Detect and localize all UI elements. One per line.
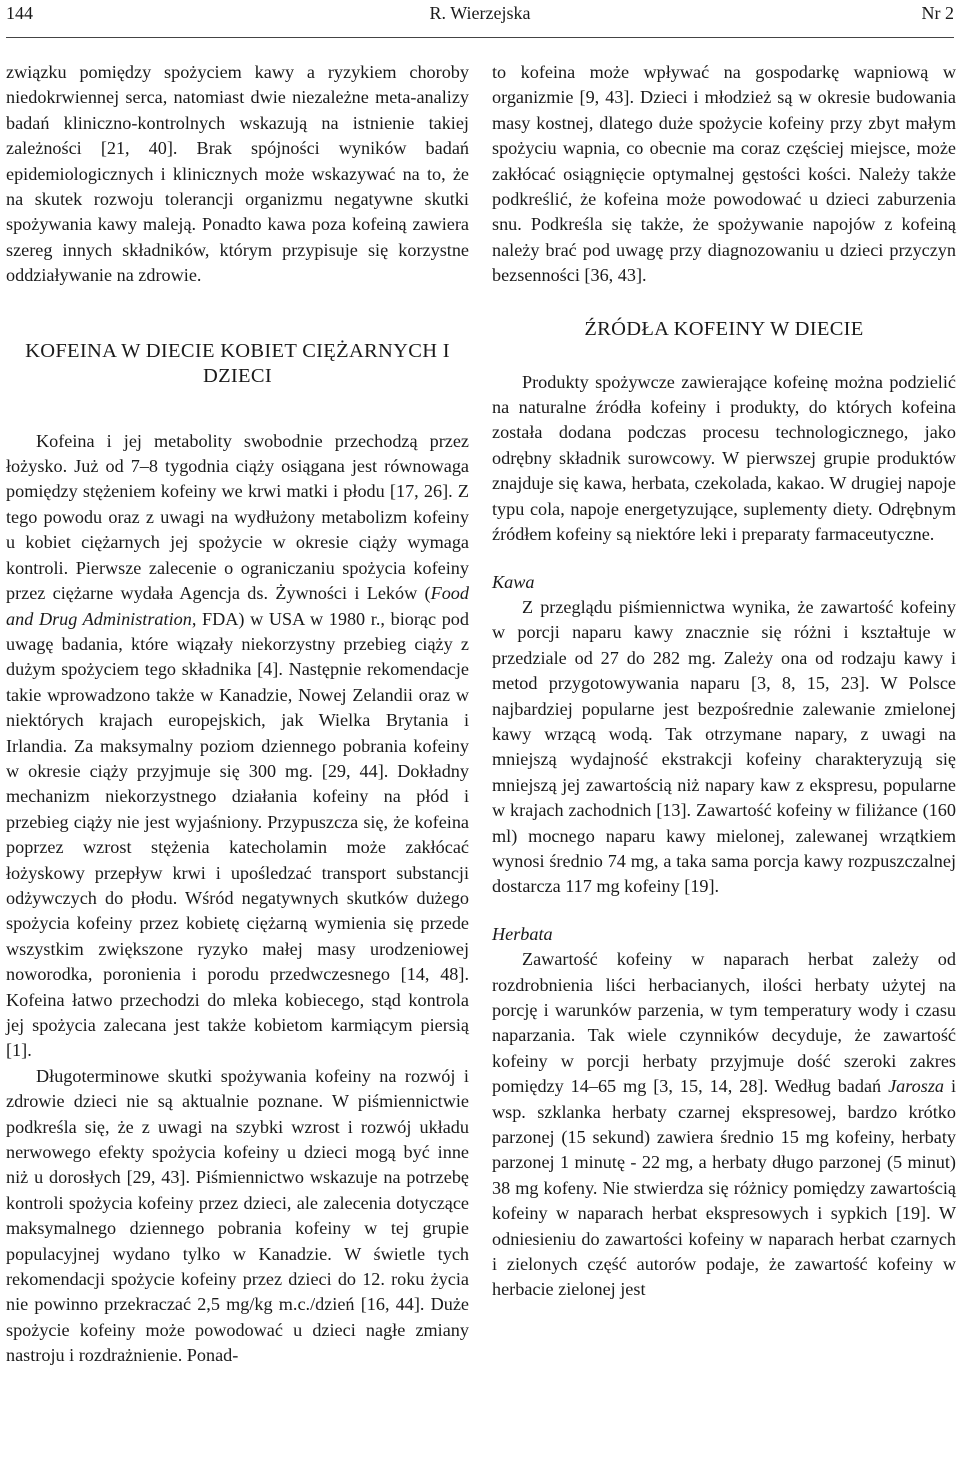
running-author: R. Wierzejska: [429, 3, 531, 23]
paragraph-pregnancy: [6, 429, 469, 1064]
running-header: [6, 0, 954, 34]
italic-author: Jarosza: [888, 1076, 944, 1097]
paragraph-herbata: [492, 947, 956, 1303]
subheading-kawa: Kawa: [492, 571, 535, 592]
header-rule: [6, 37, 954, 38]
paragraph-continued: związku pomiędzy spożyciem kawy a ryzykiem choroby niedokrwiennej serca, natomiast dwie niezależne meta-analizy badań kliniczno-kontrolnych wskazują na istnienie takiej zależności [21, 40]. Brak spójności wyników badań epidemiologicznych i klinicznych może wskazywać na to, że na skutek rozwoju tolerancji organizmu negatywne skutki spożywania kawy maleją. Ponadto kawa poza kofeiną zawiera szereg innych składników, którym przypisuje się korzystne oddziaływanie na zdrowie.: [6, 62, 469, 286]
text-run: , FDA) w USA w 1980 r., biorąc pod uwagę badania, które wiązały niekorzystny przebieg ciąży z dużym spożyciem tego składnika [4]. Następnie rekomendacje takie wprowadzono także w Kanadzie, Nowej Zelandii oraz w niektórych krajach europejskich, jak Wielka Brytania i Irlandia. Za maksymalny poziom dziennego pobrania kofeiny w okresie ciąży przyjmuje się 300 mg. [29, 44]. Dokładny mechanizm niekorzystnego działania kofeiny na płód i przebieg ciąży nie jest wyjaśniony. Przypuszcza się, że kofeina poprzez wzrost stężenia katecholamin może zakłócać łożyskowy przepływ krwi i upośledzać transport substancji odżywczych do płodu. Wśród negatywnych skutków dużego spożycia kofeiny przez kobietę ciężarną wymienia się przede wszystkim zwiększone ryzyko małej masy urodzeniowej noworodka, poronienia i porodu przedwczesnego [14, 48]. Kofeina łatwo przechodzi do mleka kobiecego, stąd kontrola jej spożycia zalecana jest także kobietom karmiącym piersią [1].: [6, 608, 469, 1061]
paragraph-kawa: Z przeglądu piśmiennictwa wynika, że zawartość kofeiny w porcji naparu kawy znacznie się różni i kształtuje w przedziale od 27 do 282 mg. Zależy ona od rodzaju kawy i metod przygotowywania naparu [3, 8, 15, 23]. W Polsce najbardziej popularne jest bezpośrednie zalewanie zmielonej kawy wrzącą wodą. Tak otrzymane napary, z uwagi na mniejszą wydajność ekstrakcji kofeiny charakteryzują się mniejszą jej zawartością niż napary kaw z ekspresu, popularne w krajach zachodnich [13]. Zawartość kofeiny w filiżance (160 ml) mocnego naparu kawy mielonej, zalewanej wrzątkiem wynosi średnio 74 mg, a taka sama porcja kawy rozpuszczalnej dostarcza 117 mg kofeiny [19].: [492, 596, 956, 897]
section-heading-sources: ŹRÓDŁA KOFEINY W DIECIE: [584, 317, 864, 340]
issue-number: Nr 2: [921, 3, 954, 23]
section-heading-pregnancy-children: KOFEINA W DIECIE KOBIET CIĘŻARNYCH I DZIECI: [25, 339, 450, 387]
paragraph-continued-right: to kofeina może wpływać na gospodarkę wapniową w organizmie [9, 43]. Dzieci i młodzież są w okresie budowania masy kostnej, dlatego duże spożycie kofeiny przy zbyt małym spożyciu wapnia, co obecnie ma coraz częściej miejsce, może zakłócać osiągnięcie optymalnej gęstości kości. Należy także podkreślić, że kofeina może powodować u dzieci zaburzenia snu. Podkreśla się także, że spożywanie napojów z kofeiną należy brać pod uwagę przy diagnozowaniu u dzieci przyczyn bezsenności [36, 43].: [492, 62, 956, 286]
text-run: Kofeina i jej metabolity swobodnie przechodzą przez łożysko. Już od 7–8 tygodnia ciąży osiągana jest równowaga pomiędzy stężeniem kofeiny we krwi matki i płodu [17, 26]. Z tego powodu oraz z uwagi na wydłużony metabolizm kofeiny u kobiet ciężarnych jej spożycie w okresie ciąży wymaga kontroli. Pierwsze zalecenie o ograniczaniu spożycia kofeiny przez ciężarne wydała Agencja ds. Żywności i Leków (: [6, 430, 469, 604]
italic-term: Food and Drug Administration: [6, 583, 469, 629]
page-number: 144: [6, 3, 33, 23]
subheading-herbata: Herbata: [492, 923, 553, 944]
paragraph-children: Długoterminowe skutki spożywania kofeiny na rozwój i zdrowie dzieci nie są aktualnie poznane. W piśmiennictwie podkreśla się, że z uwagi na szybki wzrost i rozwój układu nerwowego efekty spożycia kofeiny u dzieci mogą być inne niż u dorosłych [29, 43]. Piśmiennictwo wskazuje na potrzebę kontroli spożycia kofeiny przez dzieci, ale zalecenia dotyczące maksymalnego dziennego pobrania kofeiny w tej grupie populacyjnej wydano tylko w Kanadzie. W świetle tych rekomendacji spożycie kofeiny przez dzieci do 12. roku życia nie powinno przekraczać 2,5 mg/kg m.c./dzień [16, 44]. Duże spożycie kofeiny może powodować u dzieci nagłe zmiany nastroju i rozdrażnienie. Ponad-: [6, 1065, 469, 1366]
left-column: [6, 60, 469, 1369]
right-column: [492, 60, 956, 1303]
text-run: Zawartość kofeiny w naparach herbat zależy od rozdrobnienia liści herbacianych, ilości herbaty użytej na porcję i warunków parzenia, w tym temperatury wody i czasu naparzania. Tak wiele czynników decyduje, że zawartość kofeiny w porcji herbaty przyjmuje dość szeroki zakres pomiędzy 14–65 mg [3, 15, 14, 28]. Według badań: [492, 949, 956, 1097]
text-run: i wsp. szklanka herbaty czarnej ekspresowej, bardzo krótko parzonej (15 sekund) zawiera średnio 15 mg kofeiny, herbaty parzonej 1 minutę - 22 mg, a herbaty długo parzonej (5 minut) 38 mg kofeny. Nie stwierdza się różnicy pomiędzy zawartością kofeiny w naparach herbat ekspresowych i sypkich [19]. W odniesieniu do zawartości kofeiny w naparach herbat czarnych i zielonych część autorów podaje, że zawartość kofeiny w herbacie zielonej jest: [492, 1076, 956, 1300]
paragraph-sources: Produkty spożywcze zawierające kofeinę można podzielić na naturalne źródła kofeiny i produkty, do których kofeina została dodana podczas procesu technologicznego, jako odrębny składnik surowcowy. W pierwszej grupie produktów znajduje się kawa, herbata, czekolada, kakao. W drugiej napoje typu cola, napoje energetyzujące, suplementy diety. Odrębnym źródłem kofeiny są niektóre leki i preparaty farmaceutyczne.: [492, 371, 956, 545]
